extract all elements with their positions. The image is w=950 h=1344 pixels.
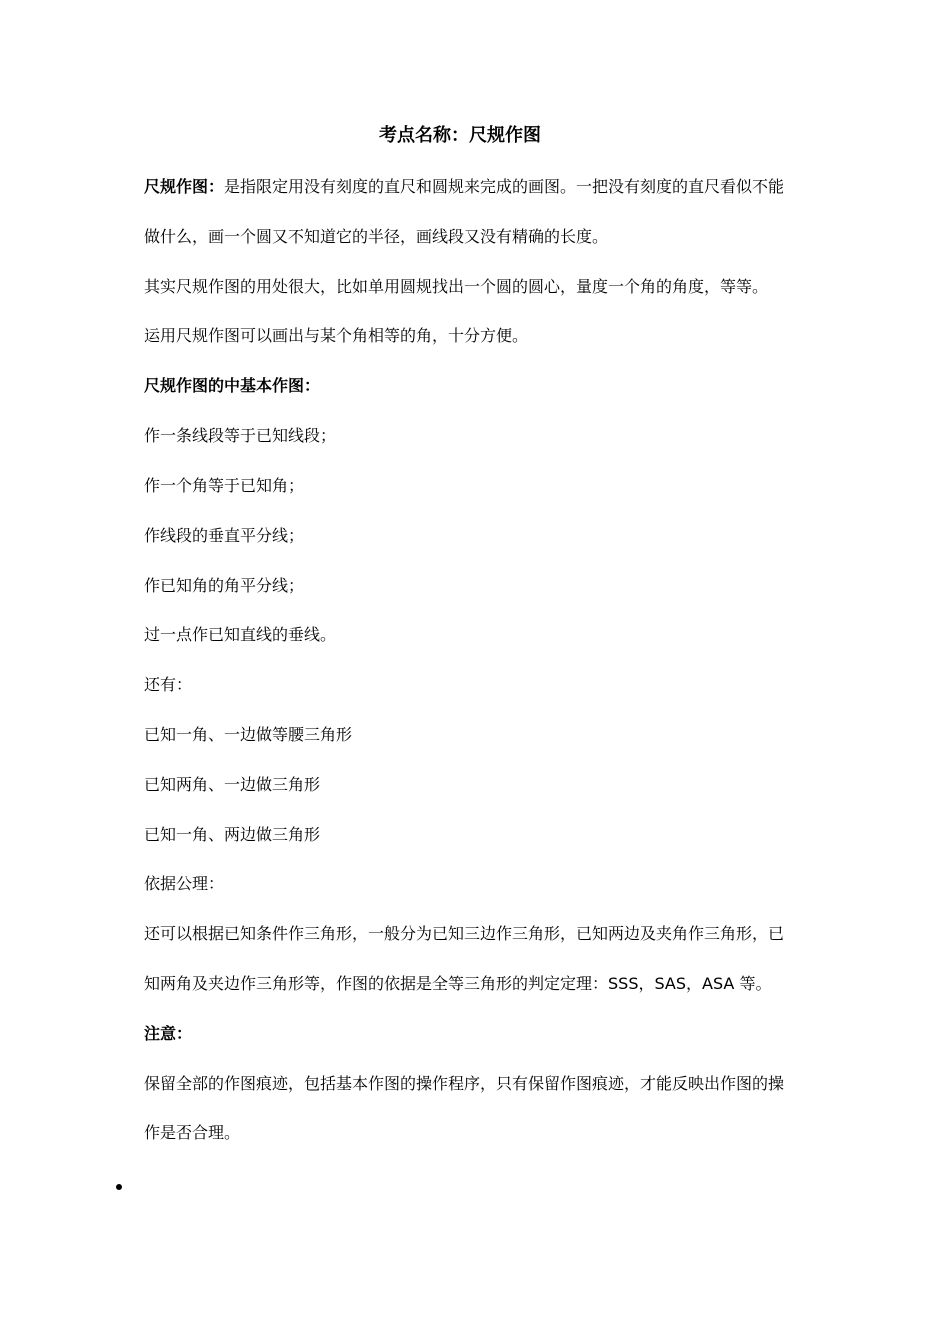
definition-line-2: 做什么，画一个圆又不知道它的半径，画线段又没有精确的长度。 [144,227,609,246]
basic-item: 作一条线段等于已知线段； [144,426,337,445]
basis-line-1: 还可以根据已知条件作三角形，一般分为已知三边作三角形，已知两边及夹角作三角形，已 [144,924,785,943]
also-item: 已知一角、两边做三角形 [144,825,321,844]
definition-text: 是指限定用没有刻度的直尺和圆规来完成的画图。一把没有刻度的直尺看似不能 [224,177,785,196]
basis-label: 依据公理： [144,874,225,893]
paragraph-usefulness: 其实尺规作图的用处很大，比如单用圆规找出一个圆的圆心，量度一个角的角度，等等。 [144,277,769,296]
bullet-dot [116,1184,122,1190]
also-item: 已知一角、一边做等腰三角形 [144,725,353,744]
definition-term: 尺规作图： [144,177,225,196]
note-heading: 注意： [144,1024,193,1043]
basic-item: 过一点作已知直线的垂线。 [144,625,337,644]
note-line-2: 作是否合理。 [144,1123,241,1142]
also-label: 还有： [144,675,193,694]
paragraph-application: 运用尺规作图可以画出与某个角相等的角，十分方便。 [144,326,529,345]
page-title: 考点名称：尺规作图 [379,125,541,146]
basis-line-2: 知两角及夹边作三角形等，作图的依据是全等三角形的判定定理：SSS，SAS，ASA 等。 [144,974,772,993]
note-line-1: 保留全部的作图痕迹，包括基本作图的操作程序，只有保留作图痕迹，才能反映出作图的操 [144,1074,785,1093]
definition-line-1 [144,175,814,199]
basic-item: 作已知角的角平分线； [144,576,305,595]
also-item: 已知两角、一边做三角形 [144,775,321,794]
basic-item: 作线段的垂直平分线； [144,526,305,545]
basic-item: 作一个角等于已知角； [144,476,305,495]
basic-constructions-heading: 尺规作图的中基本作图： [144,376,321,395]
